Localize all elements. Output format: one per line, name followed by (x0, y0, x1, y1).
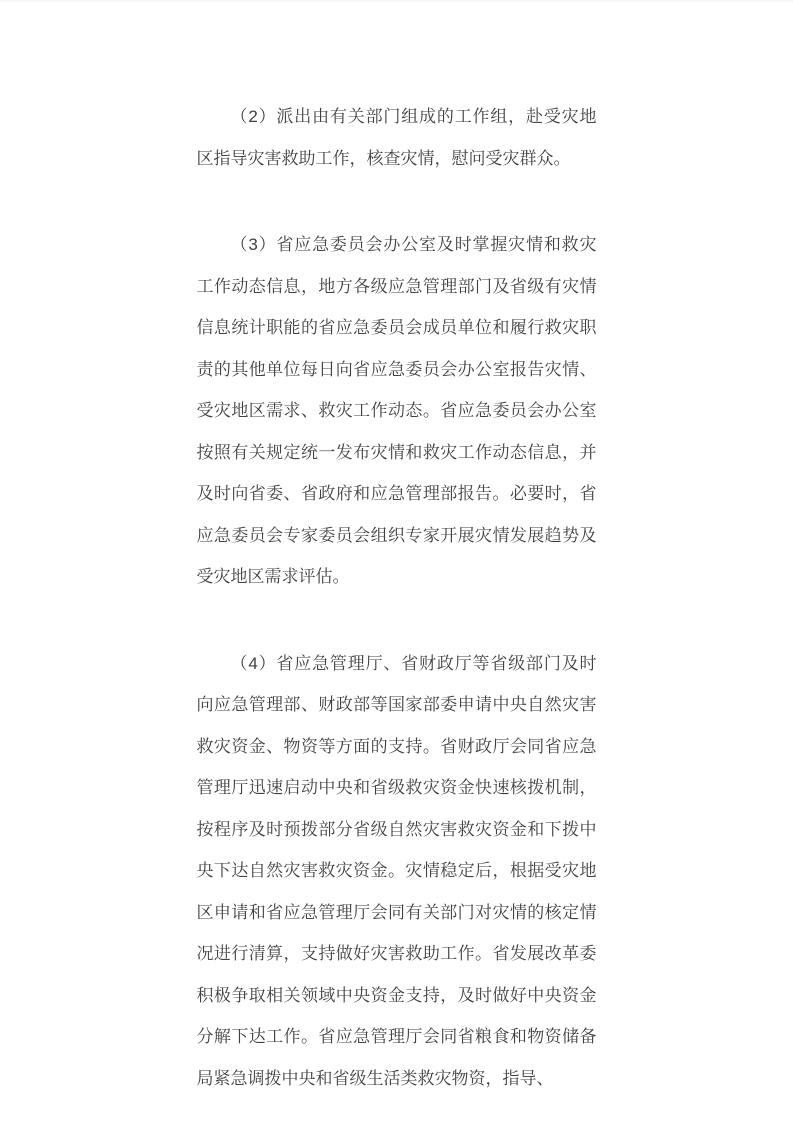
paragraph-item-3: （3）省应急委员会办公室及时掌握灾情和救灾工作动态信息，地方各级应急管理部门及省级有灾情信息统计职能的省应急委员会成员单位和履行救灾职责的其他单位每日向省应急委员会办公室报告灾情、受灾地区需求、救灾工作动态。省应急委员会办公室按照有关规定统一发布灾情和救灾工作动态信息，并及时向省委、省政府和应急管理部报告。必要时，省应急委员会专家委员会组织专家开展灾情发展趋势及受灾地区需求评估。 (196, 235, 597, 586)
paragraph-item-4: （4）省应急管理厅、省财政厅等省级部门及时向应急管理部、财政部等国家部委申请中央自然灾害救灾资金、物资等方面的支持。省财政厅会同省应急管理厅迅速启动中央和省级救灾资金快速核拨机制，按程序及时预拨部分省级自然灾害救灾资金和下拨中央下达自然灾害救灾资金。灾情稳定后，根据受灾地区申请和省应急管理厅会同有关部门对灾情的核定情况进行清算，支持做好灾害救助工作。省发展改革委积极争取相关领域中央资金支持，及时做好中央资金分解下达工作。省应急管理厅会同省粮食和物资储备局紧急调拨中央和省级生活类救灾物资，指导、 (196, 653, 597, 1088)
article-body (197, 2, 597, 1099)
paragraph-item-2: （2）派出由有关部门组成的工作组，赴受灾地区指导灾害救助工作，核查灾情，慰问受灾群众。 (196, 107, 597, 168)
